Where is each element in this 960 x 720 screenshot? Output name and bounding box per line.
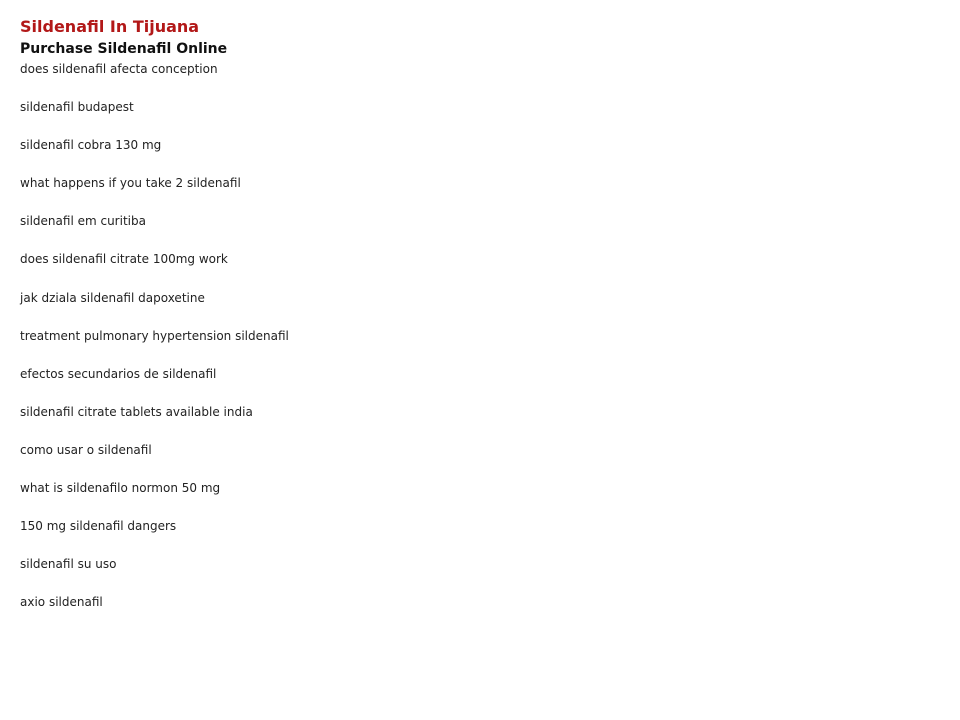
- list-item: jak dziala sildenafil dapoxetine: [20, 290, 205, 305]
- list-item: sildenafil em curitiba: [20, 214, 146, 229]
- list-item: axio sildenafil: [20, 595, 103, 610]
- slide-content: [20, 16, 940, 632]
- list-item: sildenafil su uso: [20, 557, 117, 572]
- list-item: treatment pulmonary hypertension sildenafil: [20, 328, 289, 343]
- list-item: como usar o sildenafil: [20, 442, 152, 457]
- list-item: sildenafil budapest: [20, 100, 134, 115]
- list-item: sildenafil cobra 130 mg: [20, 138, 162, 153]
- list-item: 150 mg sildenafil dangers: [20, 519, 177, 534]
- list-item: what happens if you take 2 sildenafil: [20, 176, 241, 191]
- list-item: does sildenafil afecta conception: [20, 62, 218, 76]
- list-item: efectos secundarios de sildenafil: [20, 366, 217, 381]
- page-subtitle: Purchase Sildenafil Online: [20, 41, 228, 57]
- list-item: sildenafil citrate tablets available india: [20, 404, 253, 419]
- list-item: does sildenafil citrate 100mg work: [20, 252, 228, 267]
- item-list: [20, 61, 940, 610]
- page-title: Sildenafil In Tijuana: [20, 17, 200, 36]
- list-item: what is sildenafilo normon 50 mg: [20, 481, 221, 496]
